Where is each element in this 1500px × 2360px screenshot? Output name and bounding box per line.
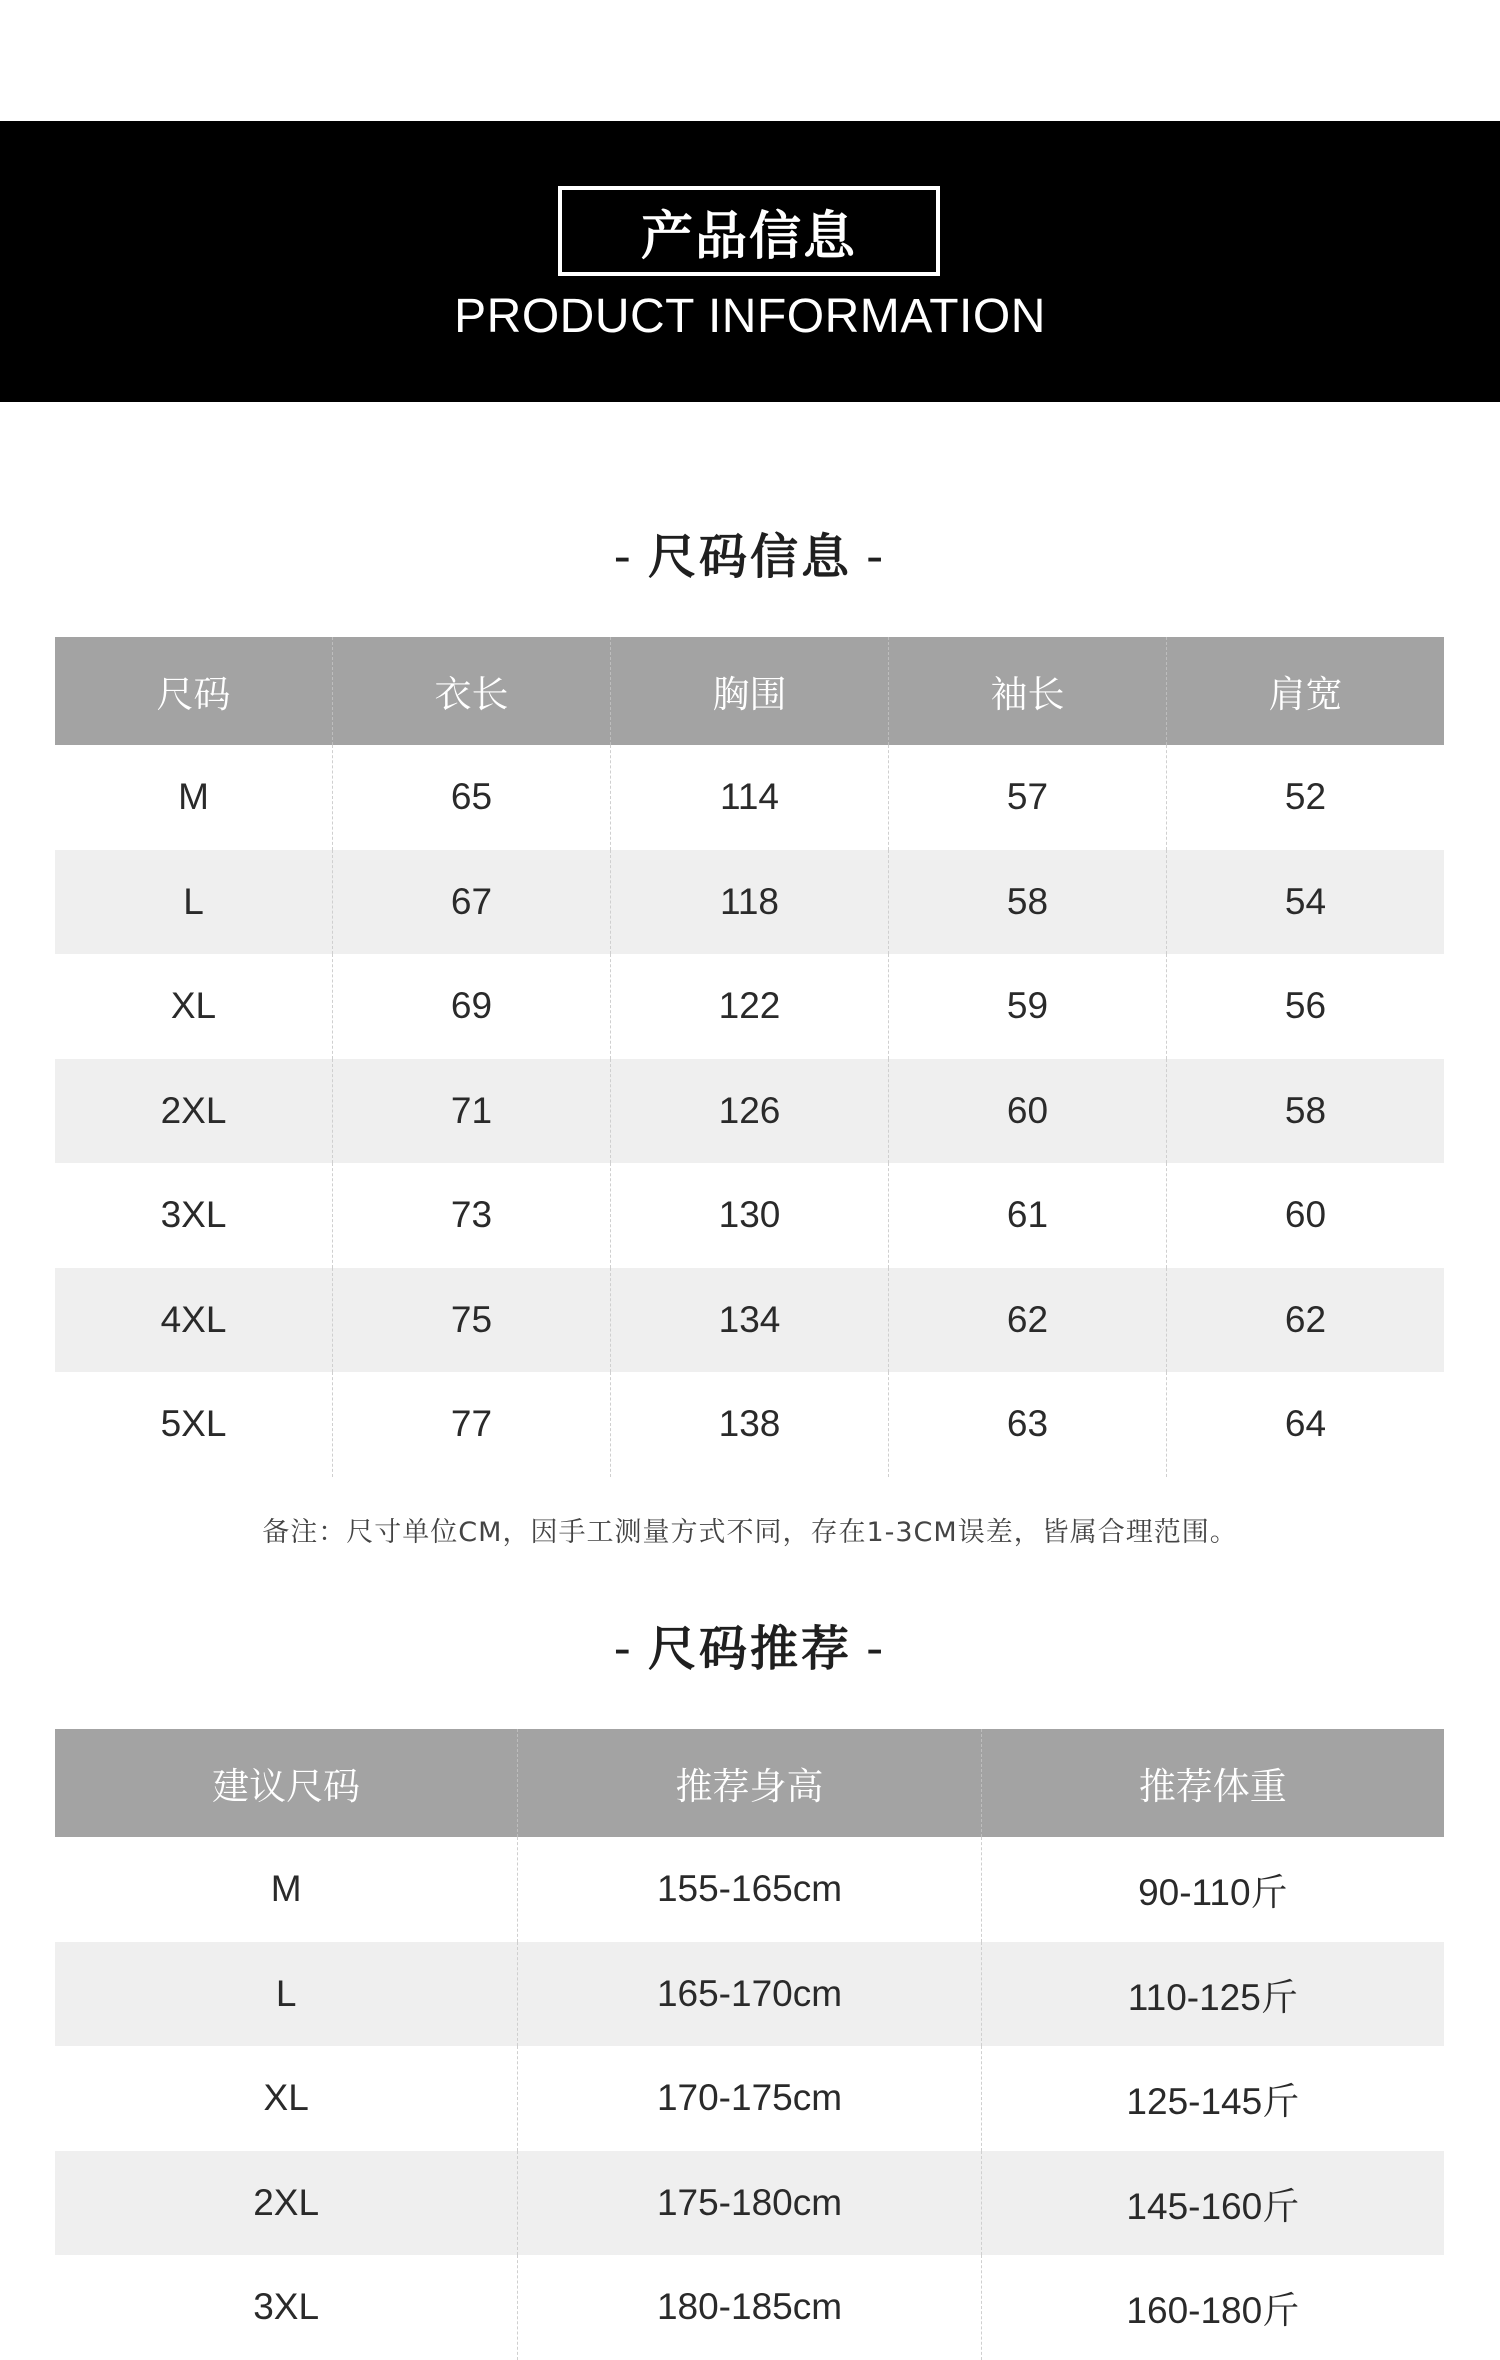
size-info-title [0, 518, 1500, 587]
cell-size: 5XL [160, 1403, 227, 1445]
cell-shoulder: 58 [1166, 1059, 1444, 1164]
cell-weight: 145-160斤 [981, 2151, 1444, 2256]
cell-length: 77 [332, 1372, 610, 1477]
table-row [55, 1372, 1444, 1477]
cell-length: 65 [332, 745, 610, 850]
size-recommend-title [0, 1610, 1500, 1679]
cell-chest: 122 [610, 954, 888, 1059]
table-row [55, 1163, 1444, 1268]
header-suggested-size: 建议尺码 [212, 1766, 361, 1807]
header-height: 推荐身高 [517, 1729, 980, 1837]
cell-weight: 160-180斤 [981, 2255, 1444, 2360]
cell-size: 4XL [160, 1298, 227, 1340]
cell-chest: 118 [610, 850, 888, 955]
cell-shoulder: 56 [1166, 954, 1444, 1059]
cell-sleeve: 58 [888, 850, 1166, 955]
banner-subtitle: PRODUCT INFORMATION [454, 290, 1046, 343]
table-header-row [55, 637, 1444, 745]
cell-chest: 130 [610, 1163, 888, 1268]
table-row [55, 1268, 1444, 1373]
cell-height: 175-180cm [517, 2151, 980, 2256]
table-row [55, 2255, 1444, 2360]
table-row [55, 850, 1444, 955]
cell-length: 71 [332, 1059, 610, 1164]
size-recommend-title-text: 尺码推荐 [647, 1621, 852, 1677]
header-length: 衣长 [332, 637, 610, 745]
cell-shoulder: 62 [1166, 1268, 1444, 1373]
table-row [55, 954, 1444, 1059]
header-sleeve: 袖长 [888, 637, 1166, 745]
cell-size: XL [263, 2077, 309, 2119]
cell-size: M [270, 1868, 302, 1910]
cell-sleeve: 62 [888, 1268, 1166, 1373]
cell-size: 3XL [160, 1194, 227, 1236]
measurement-note: 备注：尺寸单位CM，因手工测量方式不同，存在1-3CM误差，皆属合理范围。 [262, 1517, 1238, 1548]
title-dash-left: - [613, 529, 634, 585]
banner-title: 产品信息 [558, 186, 940, 276]
table-row [55, 1837, 1444, 1942]
cell-chest: 134 [610, 1268, 888, 1373]
table-row [55, 1942, 1444, 2047]
cell-size: XL [170, 985, 217, 1027]
title-dash-right: - [866, 529, 887, 585]
cell-sleeve: 59 [888, 954, 1166, 1059]
cell-height: 170-175cm [517, 2046, 980, 2151]
product-info-banner [0, 121, 1500, 402]
size-recommend-table [55, 1729, 1444, 2360]
cell-weight: 125-145斤 [981, 2046, 1444, 2151]
cell-height: 155-165cm [517, 1837, 980, 1942]
cell-size: L [275, 1972, 297, 2014]
cell-weight: 90-110斤 [981, 1837, 1444, 1942]
cell-sleeve: 61 [888, 1163, 1166, 1268]
cell-chest: 138 [610, 1372, 888, 1477]
table-row [55, 745, 1444, 850]
cell-length: 69 [332, 954, 610, 1059]
header-weight: 推荐体重 [981, 1729, 1444, 1837]
cell-height: 180-185cm [517, 2255, 980, 2360]
cell-size: 2XL [160, 1089, 227, 1131]
cell-size: M [178, 776, 209, 818]
table-row [55, 2151, 1444, 2256]
header-size: 尺码 [156, 674, 231, 715]
cell-shoulder: 54 [1166, 850, 1444, 955]
cell-shoulder: 64 [1166, 1372, 1444, 1477]
cell-length: 73 [332, 1163, 610, 1268]
header-chest: 胸围 [610, 637, 888, 745]
cell-sleeve: 60 [888, 1059, 1166, 1164]
cell-chest: 114 [610, 745, 888, 850]
header-shoulder: 肩宽 [1166, 637, 1444, 745]
cell-height: 165-170cm [517, 1942, 980, 2047]
size-info-table [55, 637, 1444, 1477]
cell-chest: 126 [610, 1059, 888, 1164]
table-row [55, 2046, 1444, 2151]
cell-sleeve: 63 [888, 1372, 1166, 1477]
size-info-title-text: 尺码信息 [647, 529, 852, 585]
cell-shoulder: 52 [1166, 745, 1444, 850]
title-dash-right: - [866, 1621, 887, 1677]
cell-weight: 110-125斤 [981, 1942, 1444, 2047]
table-header-row [55, 1729, 1444, 1837]
cell-size: 2XL [253, 2181, 320, 2223]
cell-sleeve: 57 [888, 745, 1166, 850]
cell-size: 3XL [253, 2286, 320, 2328]
cell-size: L [183, 880, 204, 922]
table-row [55, 1059, 1444, 1164]
cell-length: 67 [332, 850, 610, 955]
cell-shoulder: 60 [1166, 1163, 1444, 1268]
title-dash-left: - [613, 1621, 634, 1677]
cell-length: 75 [332, 1268, 610, 1373]
